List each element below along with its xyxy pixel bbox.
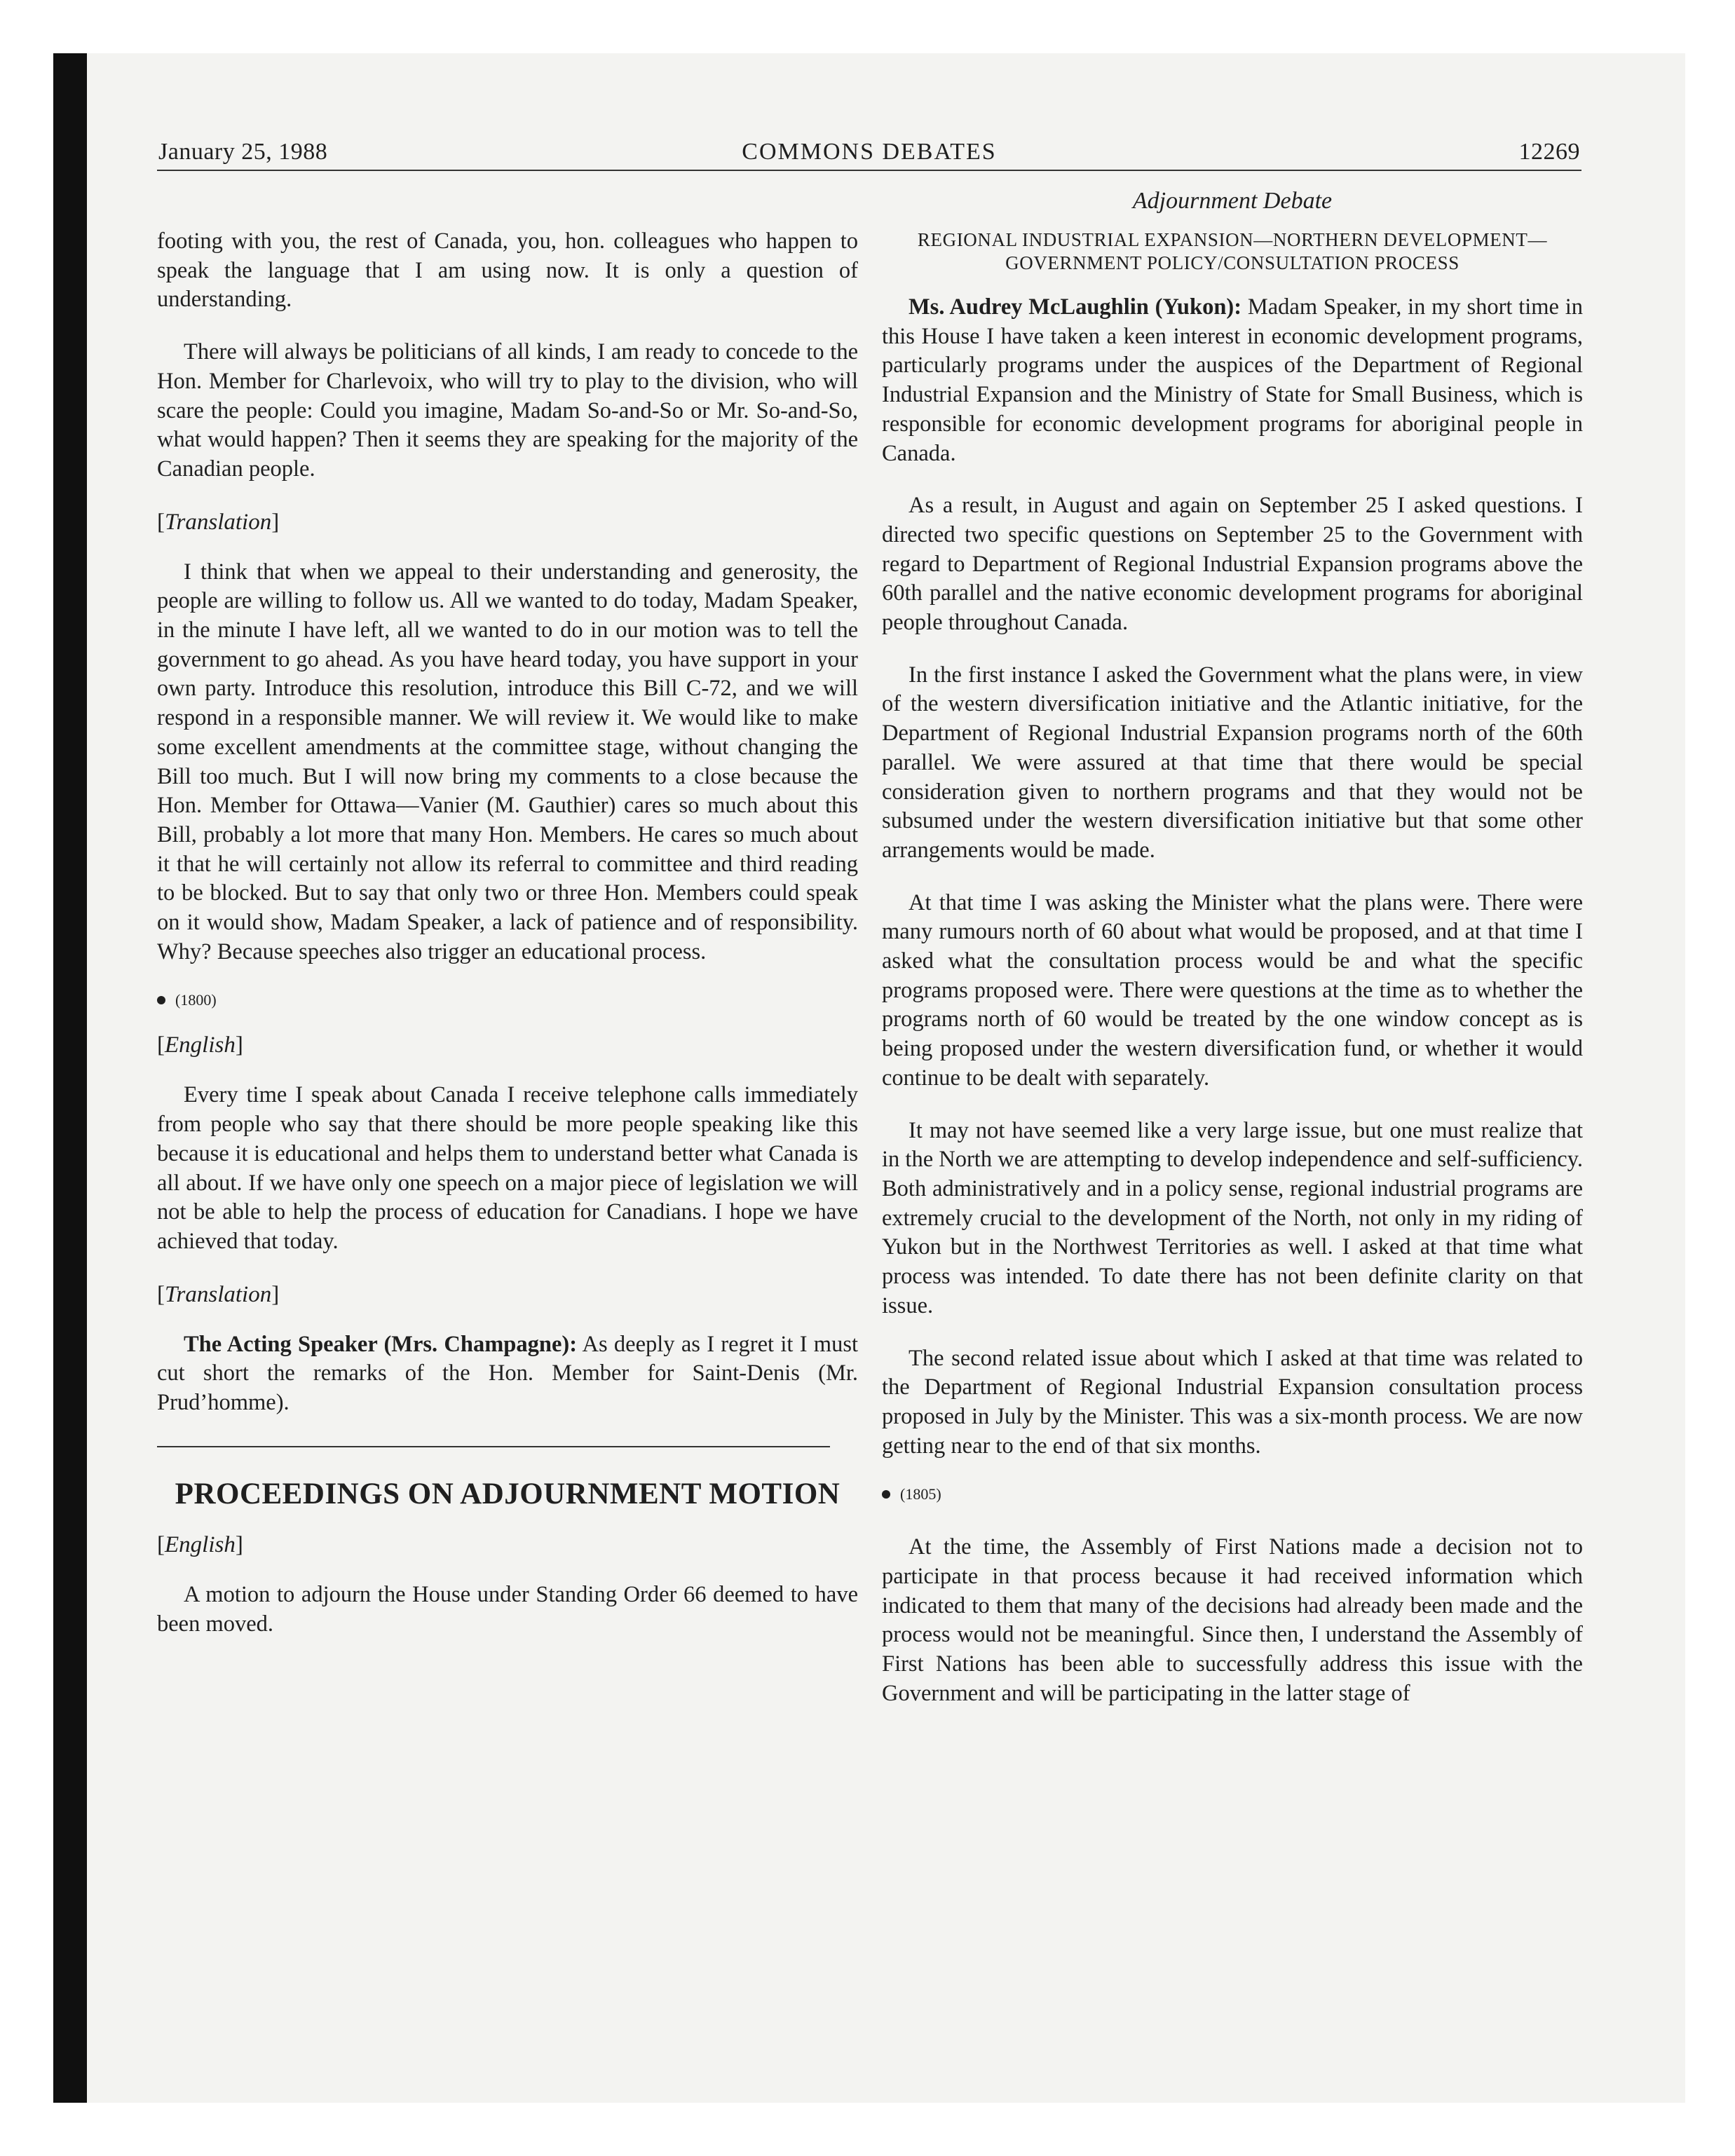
paragraph: A motion to adjourn the House under Standing Order 66 deemed to have been moved. [157, 1581, 858, 1637]
left-column [157, 227, 858, 1662]
paragraph: At that time I was asking the Minister what the plans were. There were many rumours north of 60 about what would be proposed, and at that time I asked what the consultation process would be and what the specific programs proposed were. There were questions at the time as to whether the programs north of 60 would be treated by the one window concept as is being proposed under the western diversification fund, or whether it would continue to be dealt with separately. [882, 889, 1583, 1091]
paragraph: footing with you, the rest of Canada, you, hon. colleagues who happen to speak the language that I am using now. It is only a question of understanding. [157, 228, 858, 313]
bullet-icon [157, 996, 165, 1004]
bullet-icon [882, 1490, 890, 1499]
speaker-paragraph: The Acting Speaker (Mrs. Champagne): As deeply as I regret it I must cut short the remarks of the Hon. Member for Saint-Denis (Mr. Prud’homme). [157, 1331, 858, 1416]
page-header [157, 136, 1581, 171]
language-tag: [Translation] [157, 509, 280, 535]
language-tag: [Translation] [157, 1281, 280, 1307]
paragraph: It may not have seemed like a very large issue, but one must realize that in the North we are attempting to develop independence and self-sufficiency. Both administratively and in a policy sense, regional industrial programs are extremely crucial to the development of the North, not only in my riding of Yukon but in the Northwest Territories as well. I asked at that time what process was intended. To date there has not been definite clarity on that issue. [882, 1117, 1583, 1318]
paragraph: I think that when we appeal to their understanding and generosity, the people are willing to follow us. All we wanted to do today, Madam Speaker, in the minute I have left, all we wanted to do in our motion was to tell the government to go ahead. As you have heard today, you have support in your own party. Introduce this resolution, introduce this Bill C-72, and we will respond in a responsible manner. We will review it. We would like to make some excellent amendments at the committee stage, without changing the Bill too much. But I will now bring my comments to a close because the Hon. Member for Ottawa—Vanier (M. Gauthier) cares so much about this Bill, probably a lot more that many Hon. Members. He cares so much about it that he will certainly not allow its referral to committee and third reading to be blocked. But to say that only two or three Hon. Members could speak on it would show, Madam Speaker, a lack of patience and of responsibility. Why? Because speeches also trigger an educational process. [157, 559, 858, 964]
running-head: Adjournment Debate [1132, 188, 1333, 214]
paragraph: In the first instance I asked the Government what the plans were, in view of the western diversification initiative and the Atlantic initiative, for the Department of Regional Industrial Expansion programs north of the 60th parallel. We were assured at that time that there would be special consideration given to northern programs and that they would not be subsumed under the western diversification initiative but that some other arrangements would be made. [882, 662, 1583, 863]
subject-heading: REGIONAL INDUSTRIAL EXPANSION—NORTHERN DEVELOPMENT—GOVERNMENT POLICY/CONSULTATION PROCESS [917, 229, 1548, 273]
right-column [882, 186, 1583, 1732]
header-title: COMMONS DEBATES [742, 139, 997, 165]
binding-edge [53, 53, 87, 2103]
speaker-name: The Acting Speaker (Mrs. Champagne): [184, 1331, 578, 1357]
paragraph: Every time I speak about Canada I receive telephone calls immediately from people who say that there should be more people speaking like this because it is educational and helps them to understand better what Canada is all about. If we have only one speech on a major piece of legislation we will not be able to help the process of education for Canadians. I hope we have achieved that today. [157, 1082, 858, 1254]
speaker-name: Ms. Audrey McLaughlin (Yukon): [909, 294, 1242, 320]
paragraph: As a result, in August and again on September 25 I asked questions. I directed two specific questions on September 25 to the Government with regard to Department of Regional Industrial Expansion programs above the 60th parallel and the native economic development programs for aboriginal people throughout Canada. [882, 493, 1583, 636]
scanned-page [53, 53, 1685, 2103]
paragraph: At the time, the Assembly of First Nations made a decision not to participate in that process because it had received information which indicated to them that many of the decisions had already been made and the process would not be meaningful. Since then, I understand the Assembly of First Nations has been able to successfully address this issue with the Government and will be participating in the latter stage of [882, 1534, 1583, 1706]
paragraph: There will always be politicians of all kinds, I am ready to concede to the Hon. Member for Charlevoix, who will try to play to the division, who will scare the people: Could you imagine, Madam So-and-So or Mr. So-and-So, what would happen? Then it seems they are speaking for the majority of the Canadian people. [157, 339, 858, 482]
paragraph: The second related issue about which I asked at that time was related to the Department of Regional Industrial Expansion consultation process proposed in July by the Minister. This was a six-month process. We are now getting near to the end of that six months. [882, 1345, 1583, 1459]
language-tag: [English] [157, 1531, 243, 1557]
language-tag: [English] [157, 1032, 243, 1058]
section-title: PROCEEDINGS ON ADJOURNMENT MOTION [175, 1477, 841, 1510]
time-marker: (1800) [157, 990, 858, 1011]
speaker-paragraph: Ms. Audrey McLaughlin (Yukon): Madam Speaker, in my short time in this House I have taken a keen interest in economic development programs, particularly programs under the auspices of the Department of Regional Industrial Expansion and the Ministry of State for Small Business, which is responsible for economic development programs for aboriginal people in Canada. [882, 294, 1584, 466]
header-page-number: 12269 [1518, 139, 1580, 165]
time-marker: (1805) [882, 1484, 1583, 1505]
header-date: January 25, 1988 [158, 139, 328, 165]
section-divider [157, 1446, 830, 1447]
